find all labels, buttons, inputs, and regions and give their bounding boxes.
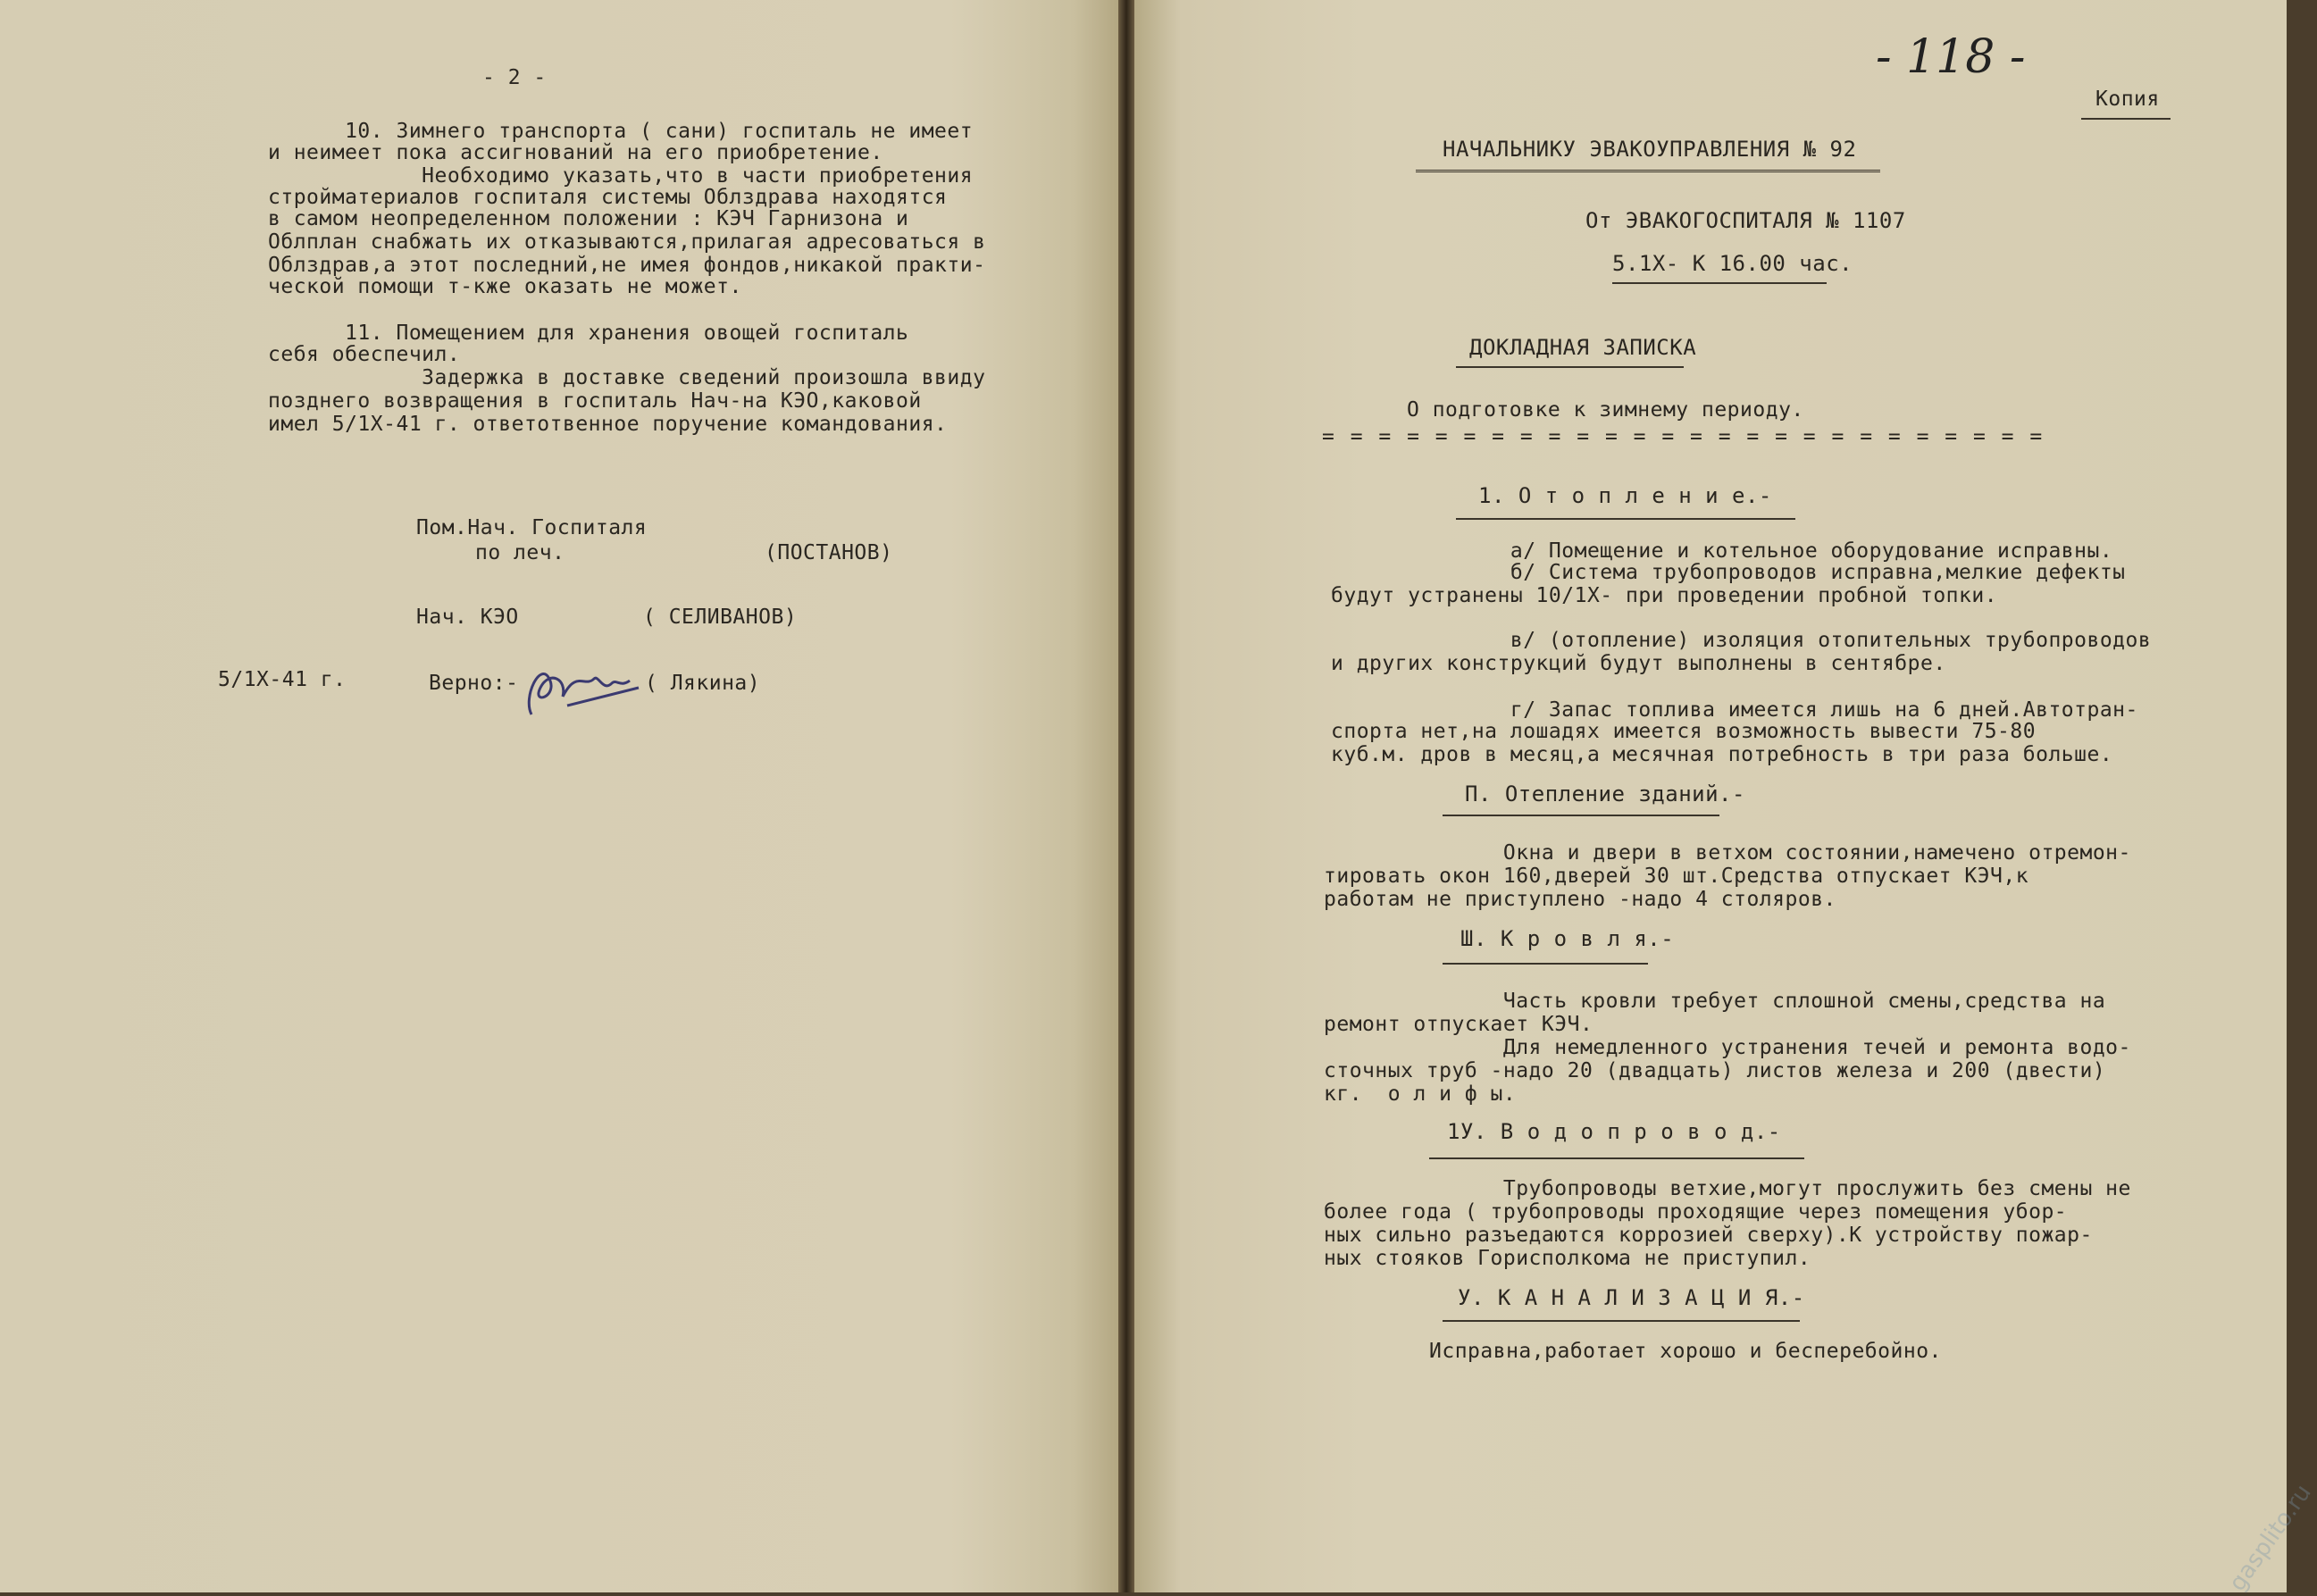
datetime-underline	[1612, 282, 1827, 284]
verno-name: ( Лякина)	[645, 672, 761, 695]
text-line: позднего возвращения в госпиталь Нач-на КЭО,каковой	[268, 389, 922, 413]
text-line: в самом неопределенном положении : КЭЧ Гарнизона и	[268, 207, 909, 230]
text-line: 11. Помещением для хранения овощей госпиталь	[268, 322, 909, 345]
text-line: ных сильно разъедаются коррозией сверху).К устройству пожар-	[1324, 1224, 2093, 1247]
text-line: более года ( трубопроводы проходящие через помещения убор-	[1324, 1200, 2068, 1224]
text-line: стройматериалов госпиталя системы Облздрава находятся	[268, 186, 948, 209]
sender: От ЭВАКОГОСПИТАЛЯ № 1107	[1585, 208, 1906, 233]
verno-label: Верно:-	[429, 672, 519, 695]
copy-label: Копия	[2095, 88, 2160, 111]
text-line: Задержка в доставке сведений произошла ввиду	[268, 366, 986, 389]
page-number: - 2 -	[482, 66, 547, 89]
document-date: 5/1Х-41 г.	[218, 668, 347, 691]
text-line: имел 5/1Х-41 г. ответотвенное поручение командования.	[268, 413, 948, 436]
section-water-heading: 1У. В о д о п р о в о д.-	[1447, 1119, 1781, 1144]
text-line: Исправна,работает хорошо и бесперебойно.	[1429, 1340, 1942, 1363]
signature-name-2: ( СЕЛИВАНОВ)	[643, 606, 798, 629]
signature-subtitle-1: по леч.	[475, 541, 565, 564]
heading-underline	[1443, 815, 1719, 816]
addressee: НАЧАЛЬНИКУ ЭВАКОУПРАВЛЕНИЯ № 92	[1443, 137, 1857, 162]
text-line: а/ Помещение и котельное оборудование исправны.	[1331, 539, 2113, 563]
book-spine	[1118, 0, 1134, 1592]
text-line: ремонт отпускает КЭЧ.	[1324, 1013, 1593, 1036]
heading-underline	[1456, 518, 1795, 520]
right-page	[1134, 0, 2317, 1596]
document-title: ДОКЛАДНАЯ ЗАПИСКА	[1469, 335, 1697, 360]
signature-title-2: Нач. КЭО	[416, 606, 519, 629]
handwritten-page-number: - 118 -	[1876, 30, 2026, 84]
text-line: себя обеспечил.	[268, 343, 461, 366]
text-line: Окна и двери в ветхом состоянии,намечено отремон-	[1324, 841, 2131, 865]
text-line: и неимеет пока ассигнований на его приобретение.	[268, 141, 883, 164]
text-line: Облплан снабжать их отказываются,прилагая адресоваться в	[268, 230, 986, 254]
text-line: куб.м. дров в месяц,а месячная потребность в три раза больше.	[1331, 743, 2113, 766]
text-line: Трубопроводы ветхие,могут прослужить без смены не	[1324, 1177, 2131, 1200]
document-subject: О подготовке к зимнему периоду.	[1407, 398, 1804, 422]
text-line: Облздрав,а этот последний,не имея фондов,никакой практи-	[268, 254, 986, 277]
section-insulation-heading: П. Отепление зданий.-	[1465, 781, 1745, 806]
subject-dash-rule: = = = = = = = = = = = = = = = = = = = = = = = = = =	[1322, 425, 2045, 448]
left-page	[0, 0, 1118, 1592]
section-heating-heading: 1. О т о п л е н и е.-	[1478, 483, 1772, 508]
heading-underline	[1443, 963, 1648, 965]
handwritten-signature	[514, 643, 657, 732]
heading-underline	[1429, 1157, 1804, 1159]
text-line: тировать окон 160,дверей 30 шт.Средства отпускает КЭЧ,к	[1324, 865, 2029, 888]
text-line: спорта нет,на лошадях имеется возможность вывести 75-80	[1331, 720, 2037, 743]
text-line: в/ (отопление) изоляция отопительных трубопроводов	[1331, 629, 2152, 652]
signature-name-1: (ПОСТАНОВ)	[765, 541, 893, 564]
text-line: ных стояков Горисполкома не приступил.	[1324, 1247, 1811, 1270]
text-line: Для немедленного устранения течей и ремонта водо-	[1324, 1036, 2131, 1059]
text-line: Необходимо указать,что в части приобретения	[268, 164, 974, 188]
text-line: и других конструкций будут выполнены в сентябре.	[1331, 652, 1946, 675]
report-datetime: 5.1Х- К 16.00 час.	[1612, 251, 1853, 276]
text-line: ческой помощи т-кже оказать не может.	[268, 275, 742, 298]
text-line: б/ Система трубопроводов исправна,мелкие дефекты	[1331, 561, 2126, 584]
section-sewer-heading: У. К А Н А Л И З А Ц И Я.-	[1458, 1285, 1805, 1310]
text-line: сточных труб -надо 20 (двадцать) листов железа и 200 (двести)	[1324, 1059, 2106, 1082]
signature-title-1: Пом.Нач. Госпиталя	[416, 516, 648, 539]
text-line: 10. Зимнего транспорта ( сани) госпиталь не имеет	[268, 120, 974, 143]
section-roof-heading: Ш. К р о в л я.-	[1460, 926, 1675, 951]
watermark-text: gasplito.ru	[2224, 1479, 2317, 1596]
text-line: кг. о л и ф ы.	[1324, 1082, 1517, 1106]
copy-underline	[2081, 118, 2171, 120]
text-line: будут устранены 10/1Х- при проведении пробной топки.	[1331, 584, 1998, 607]
addressee-double-rule	[1416, 170, 1880, 172]
text-line: г/ Запас топлива имеется лишь на 6 дней.Автотран-	[1331, 698, 2138, 722]
text-line: работам не приступлено -надо 4 столяров.	[1324, 888, 1836, 911]
heading-underline	[1443, 1320, 1800, 1322]
text-line: Часть кровли требует сплошной смены,средства на	[1324, 990, 2106, 1013]
title-underline	[1456, 366, 1684, 368]
